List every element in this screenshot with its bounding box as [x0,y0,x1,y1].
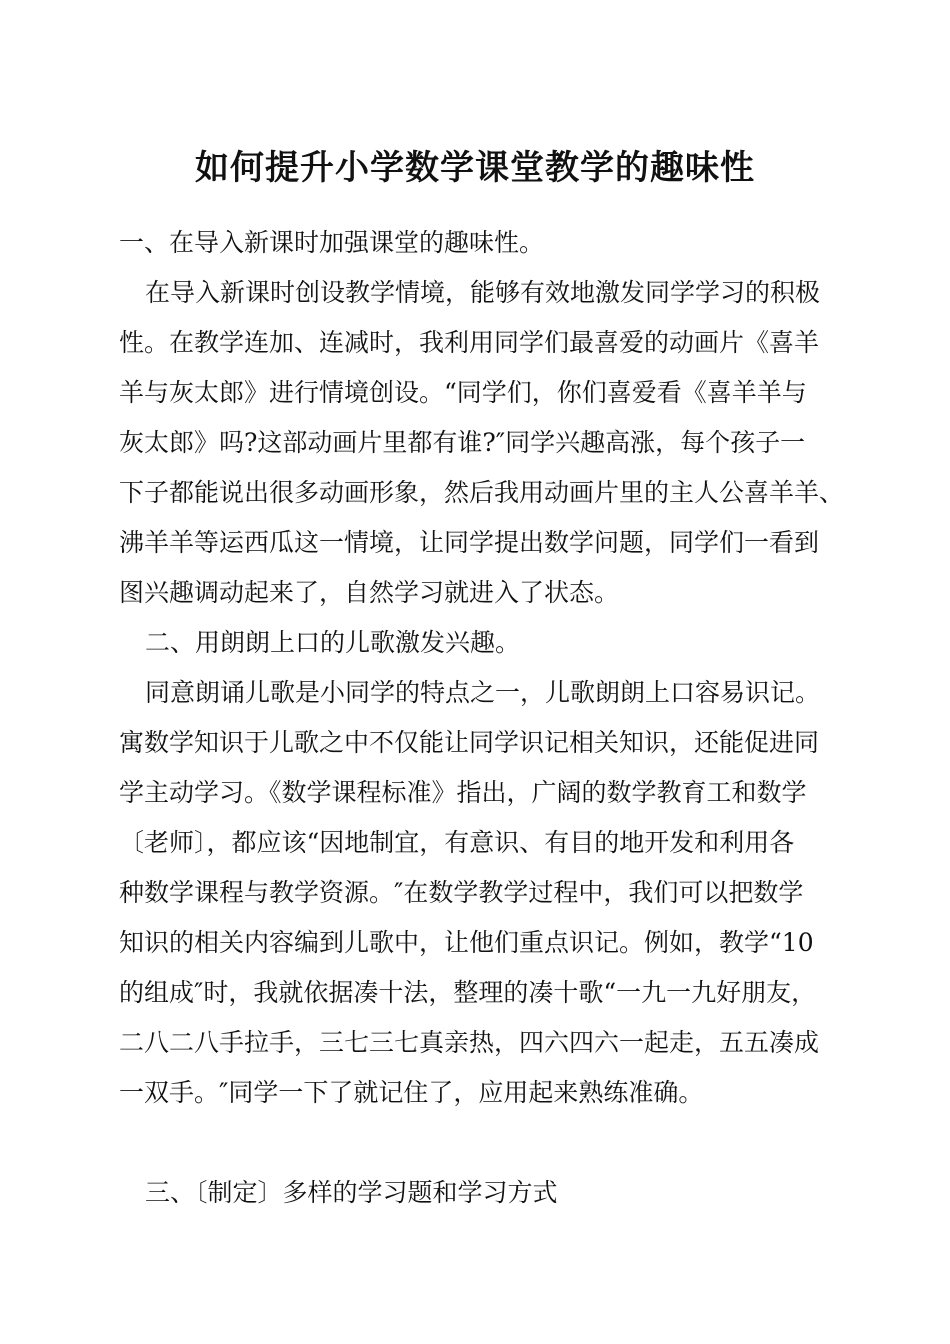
paragraph-line: 下子都能说出很多动画形象，然后我用动画片里的主人公喜羊羊、 [119,478,845,507]
paragraph-line: 寓数学知识于儿歌之中不仅能让同学识记相关知识，还能促进同 [119,728,820,757]
paragraph-line: 种数学课程与教学资源。″在数学教学过程中，我们可以把数学 [119,878,804,907]
paragraph-line: 的组成″时，我就依据凑十法，整理的凑十歌“一九一九好朋友， [119,978,817,1007]
paragraph-line: 〔老师〕，都应该“因地制宜，有意识、有目的地开发和利用各 [119,828,795,857]
section-heading-2: 二、用朗朗上口的儿歌激发兴趣。 [145,628,521,657]
paragraph-line: 沸羊羊等运西瓜这一情境，让同学提出数学问题，同学们一看到 [119,528,820,557]
paragraph-line: 二八二八手拉手，三七三七真亲热，四六四六一起走，五五凑成 [119,1028,820,1057]
paragraph-line: 同意朗诵儿歌是小同学的特点之一，儿歌朗朗上口容易识记。 [145,678,821,707]
document-title: 如何提升小学数学课堂教学的趣味性 [195,148,755,188]
paragraph-line: 性。在教学连加、连减时，我利用同学们最喜爱的动画片《喜羊 [119,328,820,357]
section-heading-3: 三、〔制定〕多样的学习题和学习方式 [145,1178,558,1207]
paragraph-line: 学主动学习。《数学课程标准》指出，广阔的数学教育工和数学 [119,778,807,807]
section-heading-1: 一、在导入新课时加强课堂的趣味性。 [119,228,545,257]
paragraph-line: 图兴趣调动起来了，自然学习就进入了状态。 [119,578,620,607]
paragraph-line: 一双手。″同学一下了就记住了，应用起来熟练准确。 [119,1078,704,1107]
paragraph-line: 灰太郎》吗?这部动画片里都有谁?″同学兴趣高涨，每个孩子一 [119,428,806,457]
paragraph-line: 羊与灰太郎》进行情境创设。“同学们，你们喜爱看《喜羊羊与 [119,378,807,407]
paragraph-line: 在导入新课时创设教学情境，能够有效地激发同学学习的积极 [145,278,821,307]
paragraph-line: 知识的相关内容编到儿歌中，让他们重点识记。例如，教学“10 [119,928,814,957]
